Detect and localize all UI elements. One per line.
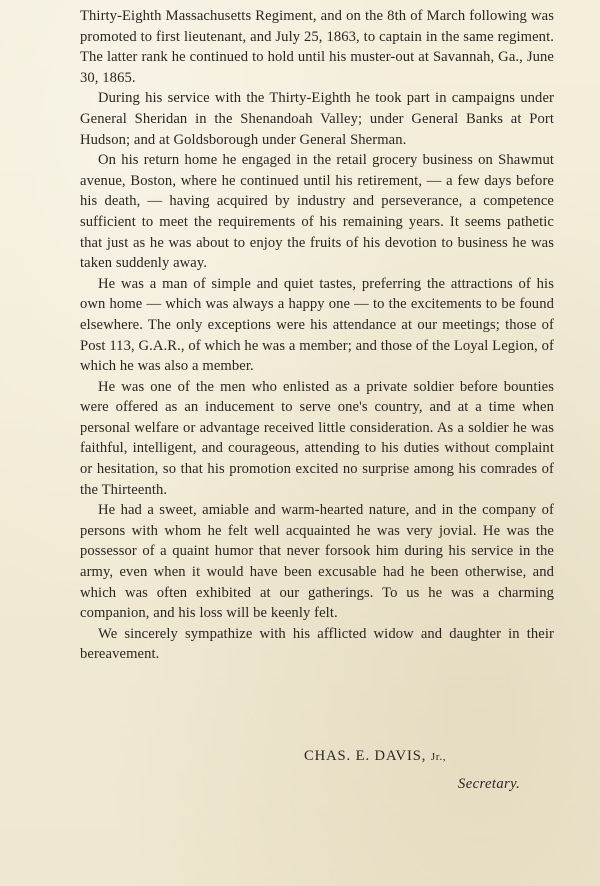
paragraph-continuation: Thirty-Eighth Massachusetts Regiment, and on the 8th of March following was promoted to first lieutenant, and July 25, 1863, to captain in the same regiment. The latter rank he continued to hold until his muster-out at Savannah, Ga., June 30, 1865. [80, 8, 554, 86]
signature-name [304, 748, 446, 765]
paragraph-character: He had a sweet, amiable and warm-hearted nature, and in the company of persons with whom he felt well acquainted he was very jovial. He was the possessor of a quaint humor that never forsook him during his service in the army, even when it would have been excusable had he been otherwise, and which was often exhibited at our gatherings. To us he was a charming companion, and his loss will be keenly felt. [80, 502, 554, 622]
paragraph-grocery-business: On his return home he engaged in the retail grocery business on Shawmut avenue, Boston, where he continued until his retirement, — a few days before his death, — having acquired by industry and perseverance, a competence sufficient to meet the requirements of his remaining years. It seems pathetic that just as he was about to enjoy the fruits of his devotion to business he was taken suddenly away. [80, 152, 554, 272]
signature-title: Secretary. [458, 776, 521, 792]
paragraph-enlistment: He was one of the men who enlisted as a private soldier before bounties were offered as an inducement to serve one's country, and at a time when personal welfare or advantage received little consideration. As a soldier he was faithful, intelligent, and courageous, attending to his duties without complaint or hesitation, so that his promotion excited no surprise among his comrades of the Thirteenth. [80, 378, 554, 498]
paragraph-simple-tastes: He was a man of simple and quiet tastes, preferring the attractions of his own home — which was always a happy one — to the excitements to be found elsewhere. The only exceptions were his attendance at our meetings; those of Post 113, G.A.R., of which he was a member; and those of the Loyal Legion, of which he was also a member. [80, 275, 554, 375]
paragraph-service: During his service with the Thirty-Eighth he took part in campaigns under General Sheridan in the Shenandoah Valley; under General Banks at Port Hudson; and at Goldsborough under General Sherman. [80, 90, 554, 148]
signature-name-text: CHAS. E. DAVIS, [304, 748, 427, 764]
signature-suffix: Jr., [430, 751, 447, 763]
paragraph-sympathy: We sincerely sympathize with his afflicted widow and daughter in their bereavement. [80, 625, 554, 663]
body-text [80, 6, 554, 665]
